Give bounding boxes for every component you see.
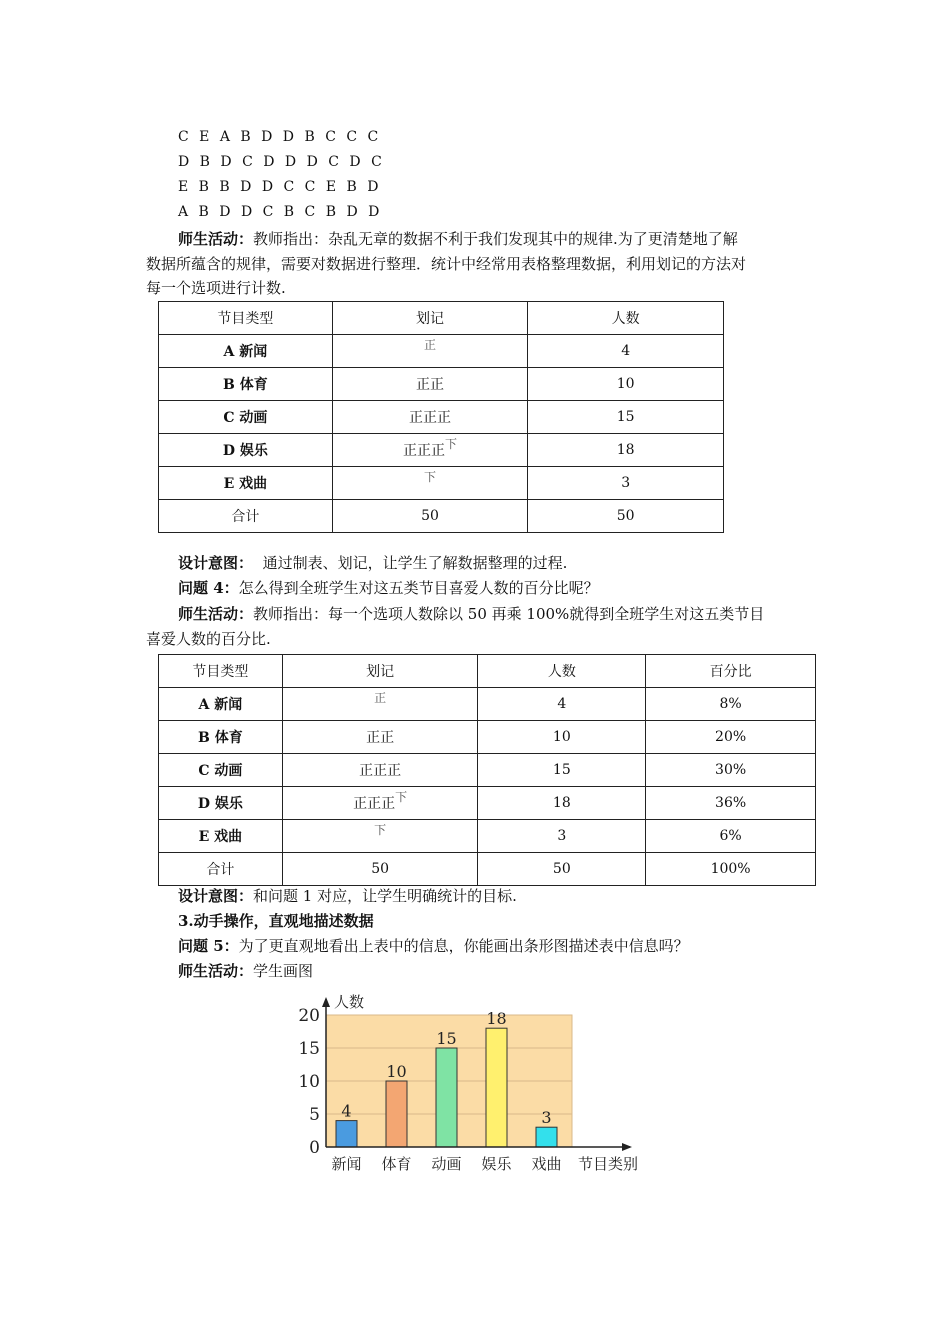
design-intent-2 — [178, 885, 517, 907]
category-cell: B 体育 — [159, 368, 333, 401]
y-tick-label: 15 — [298, 1039, 320, 1059]
percent-cell: 6% — [646, 820, 816, 853]
count-cell: 3 — [478, 820, 646, 853]
count-cell: 18 — [528, 434, 724, 467]
data-label: 15 — [436, 1029, 457, 1048]
category-cell: C 动画 — [159, 401, 333, 434]
count-cell: 4 — [528, 335, 724, 368]
paragraph-line: 每一个选项进行计数. — [146, 279, 286, 297]
tally-cell: 正正正下 — [282, 787, 478, 820]
tally-cell — [332, 335, 528, 368]
data-label: 18 — [486, 1009, 507, 1029]
design-label: 设计意图： — [178, 554, 254, 572]
category-cell: D 娱乐 — [159, 434, 333, 467]
x-tick-label: 动画 — [431, 1155, 462, 1173]
category-cell: D 娱乐 — [159, 787, 283, 820]
paragraph-text: 教师指出：杂乱无章的数据不利于我们发现其中的规律.为了更清楚地了解 — [253, 230, 738, 248]
category-cell: E 戏曲 — [159, 820, 283, 853]
count-cell: 10 — [478, 721, 646, 754]
data-label: 10 — [386, 1062, 407, 1081]
question-label: 问题 4： — [178, 579, 239, 597]
total-label-cell: 合计 — [159, 500, 333, 533]
percent-cell: 20% — [646, 721, 816, 754]
count-cell: 10 — [528, 368, 724, 401]
tally-partial-mark: 下 — [445, 437, 458, 451]
header-cell: 节目类型 — [159, 655, 283, 688]
table-row — [159, 401, 724, 434]
y-tick-label: 0 — [309, 1138, 320, 1158]
design-label: 设计意图： — [178, 887, 254, 905]
table-header-row — [159, 302, 724, 335]
percent-cell: 8% — [646, 688, 816, 721]
table-row — [159, 787, 816, 820]
tally-partial-mark: 下 — [424, 469, 437, 484]
table-total-row — [159, 500, 724, 533]
bar — [386, 1081, 407, 1147]
table-row — [159, 820, 816, 853]
table-total-row — [159, 853, 816, 886]
x-tick-label: 娱乐 — [481, 1155, 512, 1173]
count-cell: 18 — [478, 787, 646, 820]
data-label: 3 — [541, 1108, 552, 1128]
question-4 — [178, 577, 599, 599]
category-cell: A 新闻 — [159, 688, 283, 721]
data-label: 4 — [341, 1101, 352, 1121]
x-tick-label: 新闻 — [331, 1155, 362, 1173]
count-cell: 4 — [478, 688, 646, 721]
count-cell: 15 — [528, 401, 724, 434]
design-intent-1 — [178, 552, 567, 574]
y-tick-label: 5 — [309, 1105, 320, 1125]
tally-cell — [332, 467, 528, 500]
y-axis-label: 人数 — [334, 993, 365, 1011]
answer-row-1: C E A B D D B C C C — [178, 129, 382, 145]
paragraph-text: 教师指出：每一个选项人数除以 50 再乘 100%就得到全班学生对这五类节目 — [253, 605, 765, 623]
tally-cell — [282, 820, 478, 853]
total-percent-cell: 100% — [646, 853, 816, 886]
paragraph-teacher-activity-2 — [178, 603, 764, 625]
header-cell: 划记 — [332, 302, 528, 335]
tally-cell: 正正正下 — [332, 434, 528, 467]
tally-cell: 正正 — [332, 368, 528, 401]
table-row — [159, 368, 724, 401]
header-cell: 百分比 — [646, 655, 816, 688]
percentage-table — [158, 654, 816, 886]
table-row — [159, 754, 816, 787]
header-cell: 人数 — [478, 655, 646, 688]
category-cell: B 体育 — [159, 721, 283, 754]
tally-cell: 正正正 — [282, 754, 478, 787]
question-text: 为了更直观地看出上表中的信息，你能画出条形图描述表中信息吗？ — [238, 937, 689, 955]
paragraph-teacher-activity-1 — [178, 228, 738, 250]
table-row — [159, 688, 816, 721]
percent-cell: 30% — [646, 754, 816, 787]
paragraph-teacher-activity-3 — [178, 960, 313, 982]
category-cell: C 动画 — [159, 754, 283, 787]
design-text: 和问题 1 对应，让学生明确统计的目标. — [253, 887, 517, 905]
total-label-cell: 合计 — [159, 853, 283, 886]
paragraph-line: 数据所蕴含的规律，需要对数据进行整理．统计中经常用表格整理数据，利用划记的方法对 — [146, 255, 747, 273]
paragraph-text: 学生画图 — [253, 962, 314, 980]
count-cell: 3 — [528, 467, 724, 500]
bar — [336, 1121, 357, 1147]
question-label: 问题 5： — [178, 937, 239, 955]
answer-row-4: A B D D C B C B D D — [178, 204, 383, 220]
tally-partial-mark: 下 — [395, 790, 408, 804]
question-5 — [178, 935, 689, 957]
bar — [436, 1048, 457, 1147]
bar — [486, 1028, 507, 1147]
x-tick-label: 戏曲 — [531, 1155, 562, 1173]
paragraph-line: 喜爱人数的百分比. — [146, 630, 271, 648]
y-tick-label: 20 — [298, 1006, 320, 1026]
section-heading: 3.动手操作，直观地描述数据 — [178, 912, 374, 930]
x-axis-arrow — [622, 1143, 632, 1151]
x-tick-label: 体育 — [381, 1155, 412, 1173]
y-tick-label: 10 — [298, 1072, 320, 1092]
tally-cell: 正正 — [282, 721, 478, 754]
tally-partial-mark: 下 — [374, 822, 387, 837]
header-cell: 节目类型 — [159, 302, 333, 335]
tally-partial-mark: 正 — [424, 337, 437, 352]
question-text: 怎么得到全班学生对这五类节目喜爱人数的百分比呢？ — [238, 579, 599, 597]
header-cell: 划记 — [282, 655, 478, 688]
bar — [536, 1127, 557, 1147]
total-count-cell: 50 — [478, 853, 646, 886]
table-row — [159, 434, 724, 467]
total-tally-cell: 50 — [332, 500, 528, 533]
table-row — [159, 335, 724, 368]
total-count-cell: 50 — [528, 500, 724, 533]
activity-label: 师生活动： — [178, 230, 254, 248]
table-row — [159, 467, 724, 500]
x-axis-label: 节目类别 — [577, 1155, 639, 1173]
table-header-row — [159, 655, 816, 688]
activity-label: 师生活动： — [178, 962, 254, 980]
activity-label: 师生活动： — [178, 605, 254, 623]
tally-table — [158, 301, 724, 533]
header-cell: 人数 — [528, 302, 724, 335]
category-cell: E 戏曲 — [159, 467, 333, 500]
answer-row-2: D B D C D D D C D C — [178, 154, 385, 170]
count-cell: 15 — [478, 754, 646, 787]
tally-cell — [282, 688, 478, 721]
total-tally-cell: 50 — [282, 853, 478, 886]
tally-cell: 正正正 — [332, 401, 528, 434]
table-row — [159, 721, 816, 754]
tally-partial-mark: 正 — [374, 690, 387, 705]
bar-chart — [290, 985, 660, 1185]
design-text: 通过制表、划记，让学生了解数据整理的过程. — [262, 554, 568, 572]
y-axis-arrow — [322, 997, 330, 1007]
percent-cell: 36% — [646, 787, 816, 820]
answer-row-3: E B B D D C C E B D — [178, 179, 382, 195]
category-cell: A 新闻 — [159, 335, 333, 368]
